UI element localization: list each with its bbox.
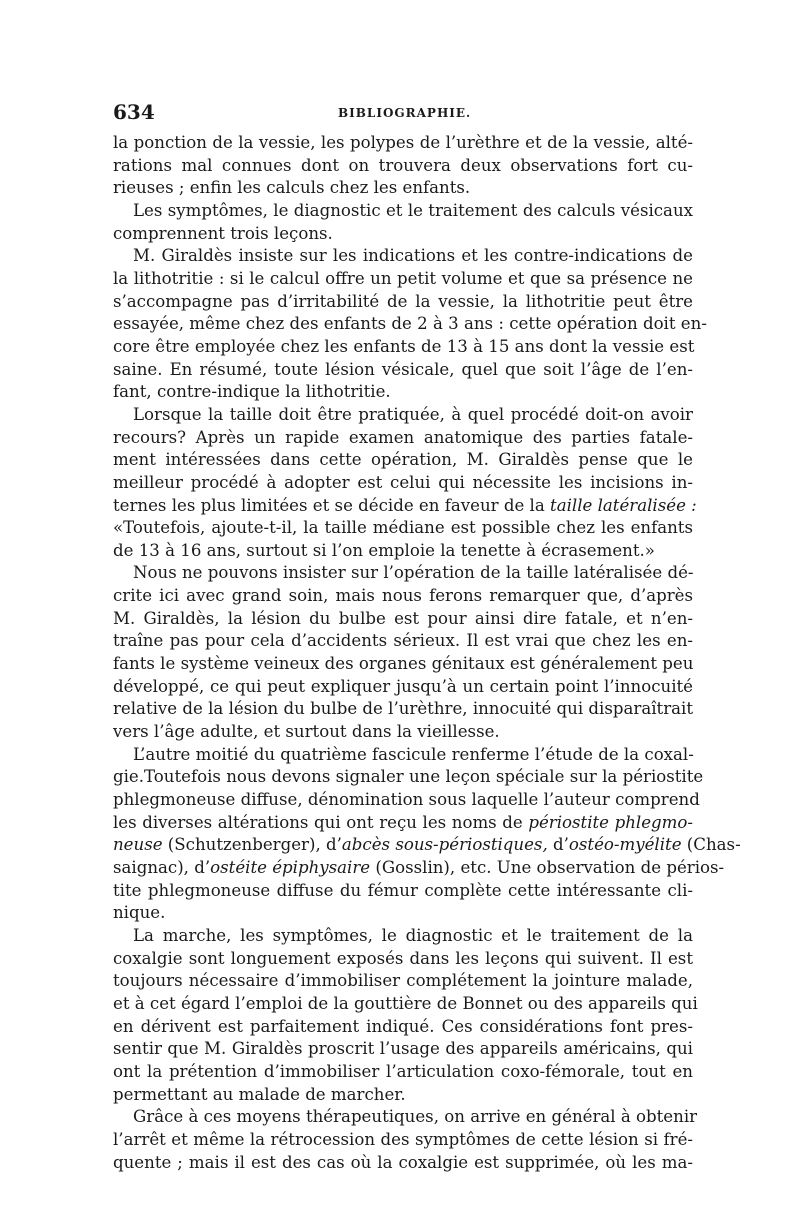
text-line: et à cet égard l’emploi de la gouttière de Bonnet ou des appareils qui xyxy=(113,993,698,1013)
text-line: recours? Après un rapide examen anatomique des parties fatale- xyxy=(113,427,693,447)
italic-term: neuse xyxy=(113,835,163,855)
text-line: toujours nécessaire d’immobiliser complétement la jointure malade, xyxy=(113,971,693,991)
text-line: «Toutefois, ajoute-t-il, la taille médiane est possible chez les enfants xyxy=(113,518,693,538)
text-line: crite ici avec grand soin, mais nous ferons remarquer que, d’après xyxy=(113,586,693,606)
text-line: rations mal connues dont on trouvera deux observations fort cu- xyxy=(113,155,693,175)
text-line: M. Giraldès, la lésion du bulbe est pour ainsi dire fatale, et n’en- xyxy=(113,608,693,628)
text-line: La marche, les symptômes, le diagnostic et le traitement de la xyxy=(133,925,693,945)
text-line: nique. xyxy=(113,903,166,923)
text-line: l’arrêt et même la rétrocession des symptômes de cette lésion si fré- xyxy=(113,1129,693,1149)
italic-term: ostéo-myélite xyxy=(568,835,682,855)
text-line: saine. En résumé, toute lésion vésicale, quel que soit l’âge de l’en- xyxy=(113,359,693,379)
text-line: vers l’âge adulte, et surtout dans la vieillesse. xyxy=(113,722,500,742)
text-line: phlegmoneuse diffuse, dénomination sous laquelle l’auteur comprend xyxy=(113,790,700,810)
text-line: les diverses altérations qui ont reçu les noms de périostite phlegmo- xyxy=(113,812,693,832)
body-text xyxy=(113,132,741,1174)
text-line: M. Giraldès insiste sur les indications et les contre-indications de xyxy=(133,246,693,266)
text-line: core être employée chez les enfants de 13 à 15 ans dont la vessie est xyxy=(113,336,695,356)
text-line: comprennent trois leçons. xyxy=(113,223,333,243)
text-line: Nous ne pouvons insister sur l’opération de la taille latéralisée dé- xyxy=(133,563,694,583)
text-line: rieuses ; enfin les calculs chez les enfants. xyxy=(113,178,471,198)
running-head: BIBLIOGRAPHIE. xyxy=(338,106,472,120)
text-line: tite phlegmoneuse diffuse du fémur complète cette intéressante cli- xyxy=(113,880,693,900)
text-line: gie.Toutefois nous devons signaler une leçon spéciale sur la périostite xyxy=(113,767,704,787)
italic-term: ostéite épiphysaire xyxy=(210,858,371,877)
text-line: s’accompagne pas d’irritabilité de la vessie, la lithotritie peut être xyxy=(113,291,693,311)
text-line: meilleur procédé à adopter est celui qui nécessite les incisions in- xyxy=(113,472,693,492)
text-line: L’autre moitié du quatrième fascicule renferme l’étude de la coxal- xyxy=(133,744,694,764)
text-line: permettant au malade de marcher. xyxy=(113,1084,406,1104)
page-number: 634 xyxy=(113,100,155,124)
text-line: ment intéressées dans cette opération, M. Giraldès pense que le xyxy=(113,450,693,470)
text-line: ternes les plus limitées et se décide en faveur de la taille latéralisée : xyxy=(113,495,697,515)
text-line: saignac), d’ostéite épiphysaire (Gosslin), etc. Une observation de périos- xyxy=(113,858,725,877)
text-line: fants le système veineux des organes génitaux est généralement peu xyxy=(113,654,694,674)
text-line: coxalgie sont longuement exposés dans les leçons qui suivent. Il est xyxy=(113,948,693,968)
text-line: essayée, même chez des enfants de 2 à 3 ans : cette opération doit en- xyxy=(113,314,707,334)
page-header xyxy=(113,100,693,130)
italic-term: taille latéralisée : xyxy=(550,495,697,515)
text-line: ont la prétention d’immobiliser l’articulation coxo-fémorale, tout en xyxy=(113,1061,693,1081)
text-line: la ponction de la vessie, les polypes de l’urèthre et de la vessie, alté- xyxy=(113,133,693,152)
text-line: quente ; mais il est des cas où la coxalgie est supprimée, où les ma- xyxy=(113,1152,693,1172)
text-line: Lorsque la taille doit être pratiquée, à quel procédé doit-on avoir xyxy=(133,404,693,424)
text-line: en dérivent est parfaitement indiqué. Ces considérations font pres- xyxy=(113,1016,693,1036)
text-line: Grâce à ces moyens thérapeutiques, on arrive en général à obtenir xyxy=(133,1107,698,1127)
text-line: sentir que M. Giraldès proscrit l’usage des appareils américains, qui xyxy=(113,1039,693,1059)
text-line: neuse (Schutzenberger), d’abcès sous-périostiques, d’ostéo-myélite (Chas- xyxy=(113,835,741,855)
text-line: Les symptômes, le diagnostic et le traitement des calculs vésicaux xyxy=(133,200,693,220)
italic-term: abcès sous-périostiques, xyxy=(341,835,548,855)
text-line: relative de la lésion du bulbe de l’urèthre, innocuité qui disparaîtrait xyxy=(113,699,693,719)
text-line: développé, ce qui peut expliquer jusqu’à un certain point l’innocuité xyxy=(113,676,693,696)
text-line: fant, contre-indique la lithotritie. xyxy=(113,382,391,402)
text-line: traîne pas pour cela d’accidents sérieux. Il est vrai que chez les en- xyxy=(113,631,693,651)
text-line: la lithotritie : si le calcul offre un petit volume et que sa présence ne xyxy=(113,268,693,288)
italic-term: périostite phlegmo- xyxy=(528,812,693,832)
text-line: de 13 à 16 ans, surtout si l’on emploie la tenette à écrasement.» xyxy=(113,540,655,560)
